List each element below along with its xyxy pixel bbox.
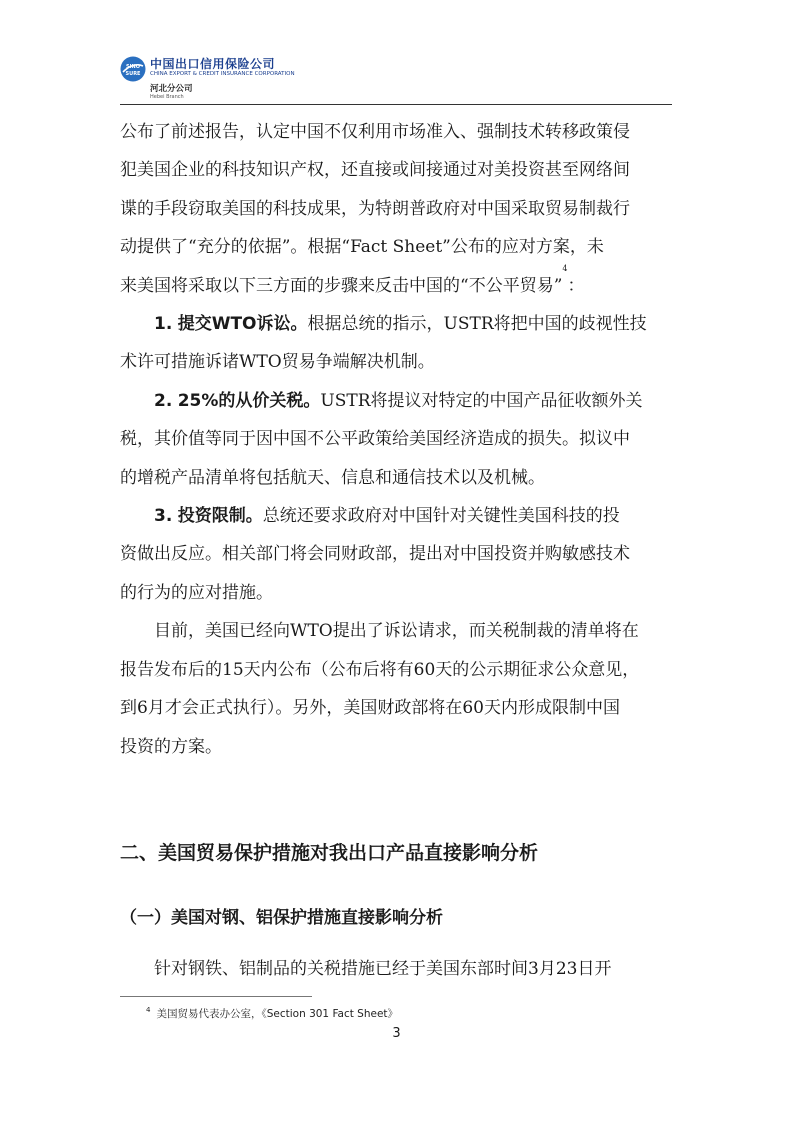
- item-3-line-2: 资做出反应。相关部门将会同财政部，提出对中国投资并购敏感技术: [120, 544, 630, 565]
- page-number: 3: [392, 1026, 401, 1041]
- p1-line-5: [120, 263, 673, 305]
- p1-line-3: 谍的手段窃取美国的科技成果，为特朗普政府对中国采取贸易制裁行: [120, 198, 630, 219]
- p1-line-5-end: ：: [567, 275, 585, 296]
- item-2-line-3: 的增税产品清单将包括航天、信息和通信技术以及机械。: [120, 467, 545, 488]
- svg-text:SINO: SINO: [126, 64, 140, 70]
- section-heading-2: 二、美国贸易保护措施对我出口产品直接影响分析: [120, 842, 539, 864]
- item-3-title: 投资限制。: [177, 506, 263, 527]
- p1-line-1: 公布了前述报告，认定中国不仅利用市场准入、强制技术转移政策侵: [120, 122, 630, 142]
- item-3-line-3: 的行为的应对措施。: [120, 582, 273, 603]
- item-1-number: 1.: [154, 314, 173, 335]
- item-3-line-1: [120, 497, 673, 535]
- branch-name-cn: 河北分公司: [150, 84, 193, 94]
- body-text: [120, 113, 673, 766]
- sinosure-logo-icon: [120, 56, 146, 82]
- item-2-title: 25%的从价关税。: [177, 390, 321, 411]
- footnote-text: 美国贸易代表办公室，《Section 301 Fact Sheet》: [156, 1008, 399, 1020]
- p1-line-2: 犯美国企业的科技知识产权，还直接或间接通过对美投资甚至网络间: [120, 160, 630, 181]
- p1-line-4: 动提供了“充分的依据”。根据“Fact Sheet”公布的应对方案，未: [120, 237, 604, 258]
- footnote-number: 4: [146, 1006, 151, 1014]
- header-divider: [120, 104, 672, 105]
- item-3-number: 3.: [154, 506, 173, 527]
- p5-line-3: 到6月才会正式执行）。另外，美国财政部将在60天内形成限制中国: [120, 698, 620, 719]
- svg-text:SURE: SURE: [125, 71, 141, 77]
- p1-line-5-text: 来美国将采取以下三方面的步骤来反击中国的“不公平贸易”: [120, 275, 563, 296]
- subsection-heading-1: （一）美国对钢、铝保护措施直接影响分析: [120, 908, 443, 928]
- company-name-cn: 中国出口信用保险公司: [150, 57, 276, 71]
- p5-line-2: 报告发布后的15天内公布（公布后将有60天的公示期征求公众意见，: [120, 659, 640, 680]
- p5-line-4: 投资的方案。: [120, 736, 222, 757]
- item-1-line-2: 术许可措施诉诸WTO贸易争端解决机制。: [120, 352, 435, 373]
- footnote: [146, 1006, 398, 1021]
- last-paragraph: [120, 950, 673, 988]
- company-name-en: CHINA EXPORT & CREDIT INSURANCE CORPORATION: [150, 71, 295, 77]
- footnote-divider: [120, 996, 312, 997]
- item-2-line-2: 税，其价值等同于因中国不公平政策给美国经济造成的损失。拟议中: [120, 429, 630, 450]
- item-2-line-1: [120, 382, 673, 420]
- branch-name-en: Hebei Branch: [150, 94, 184, 100]
- item-1-line-1: [120, 305, 673, 343]
- item-1-title: 提交WTO诉讼。: [177, 314, 308, 335]
- page-header: [120, 52, 672, 104]
- item-1-text-1: 根据总统的指示，USTR将把中国的歧视性技: [307, 314, 647, 335]
- last-line: 针对钢铁、铝制品的关税措施已经于美国东部时间3月23日开: [154, 959, 612, 979]
- footnote-ref[interactable]: 4: [562, 263, 568, 273]
- item-2-number: 2.: [154, 390, 173, 411]
- p5-line-1: 目前，美国已经向WTO提出了诉讼请求，而关税制裁的清单将在: [154, 621, 639, 642]
- item-2-text-1: USTR将提议对特定的中国产品征收额外关: [320, 390, 643, 411]
- item-3-text-1: 总统还要求政府对中国针对关键性美国科技的投: [262, 506, 620, 527]
